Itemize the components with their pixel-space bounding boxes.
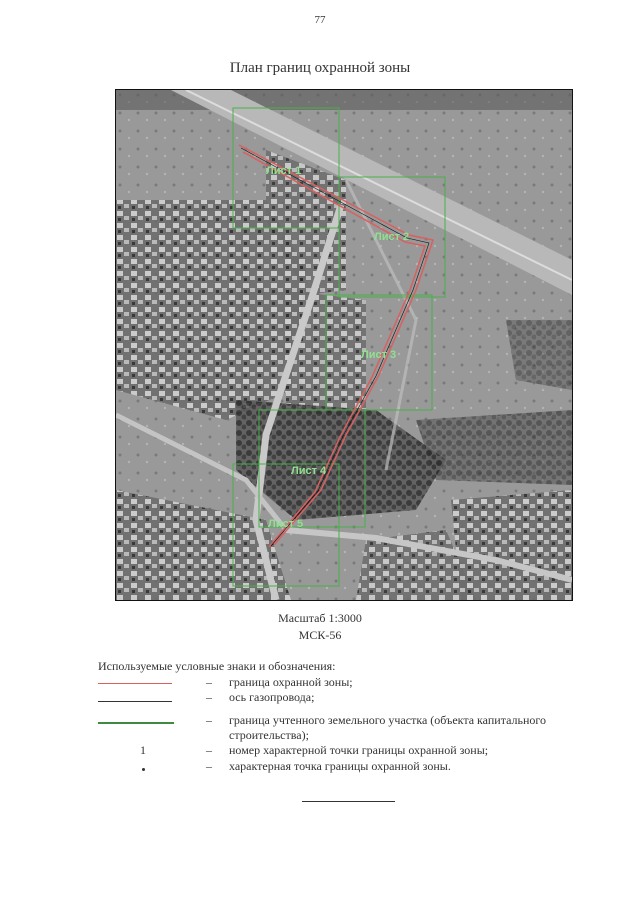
- legend-text: характерная точка границы охранной зоны.: [229, 759, 451, 773]
- map-scale: Масштаб 1:3000: [278, 611, 362, 625]
- green-line-symbol: [98, 713, 173, 729]
- sheet-label-2: Лист 2: [374, 231, 410, 243]
- legend-text: граница учтенного земельного участка (объекта капитального строительства);: [229, 713, 547, 742]
- red-line-symbol: [98, 675, 173, 691]
- number-symbol: [98, 743, 173, 759]
- point-number-sample: 1: [140, 743, 146, 757]
- sheet-label-1: Лист 1: [266, 165, 302, 177]
- black-line-symbol: [98, 690, 173, 706]
- dot-symbol: [98, 759, 173, 775]
- legend-text: ось газопровода;: [229, 690, 315, 704]
- legend-dash: –: [206, 759, 212, 773]
- coordinate-system: МСК-56: [298, 628, 342, 642]
- legend-dash: –: [206, 690, 212, 704]
- legend-text: номер характерной точки границы охранной зоны;: [229, 743, 489, 757]
- legend-dash: –: [206, 675, 212, 689]
- sheet-label-3: Лист 3: [361, 349, 397, 361]
- legend-dash: –: [206, 743, 212, 757]
- page-number: 77: [314, 14, 326, 26]
- page-title: План границ охранной зоны: [229, 60, 411, 76]
- map-canvas: [116, 90, 572, 600]
- aerial-map[interactable]: [115, 89, 573, 601]
- legend-text: граница охранной зоны;: [229, 675, 353, 689]
- sheet-label-5: Лист 5: [268, 518, 304, 530]
- scale-block: [0, 610, 640, 644]
- legend-dash: –: [206, 713, 212, 727]
- legend-heading: Используемые условные знаки и обозначения:: [98, 659, 336, 673]
- end-rule: [302, 801, 395, 802]
- sheet-label-4: Лист 4: [291, 465, 327, 477]
